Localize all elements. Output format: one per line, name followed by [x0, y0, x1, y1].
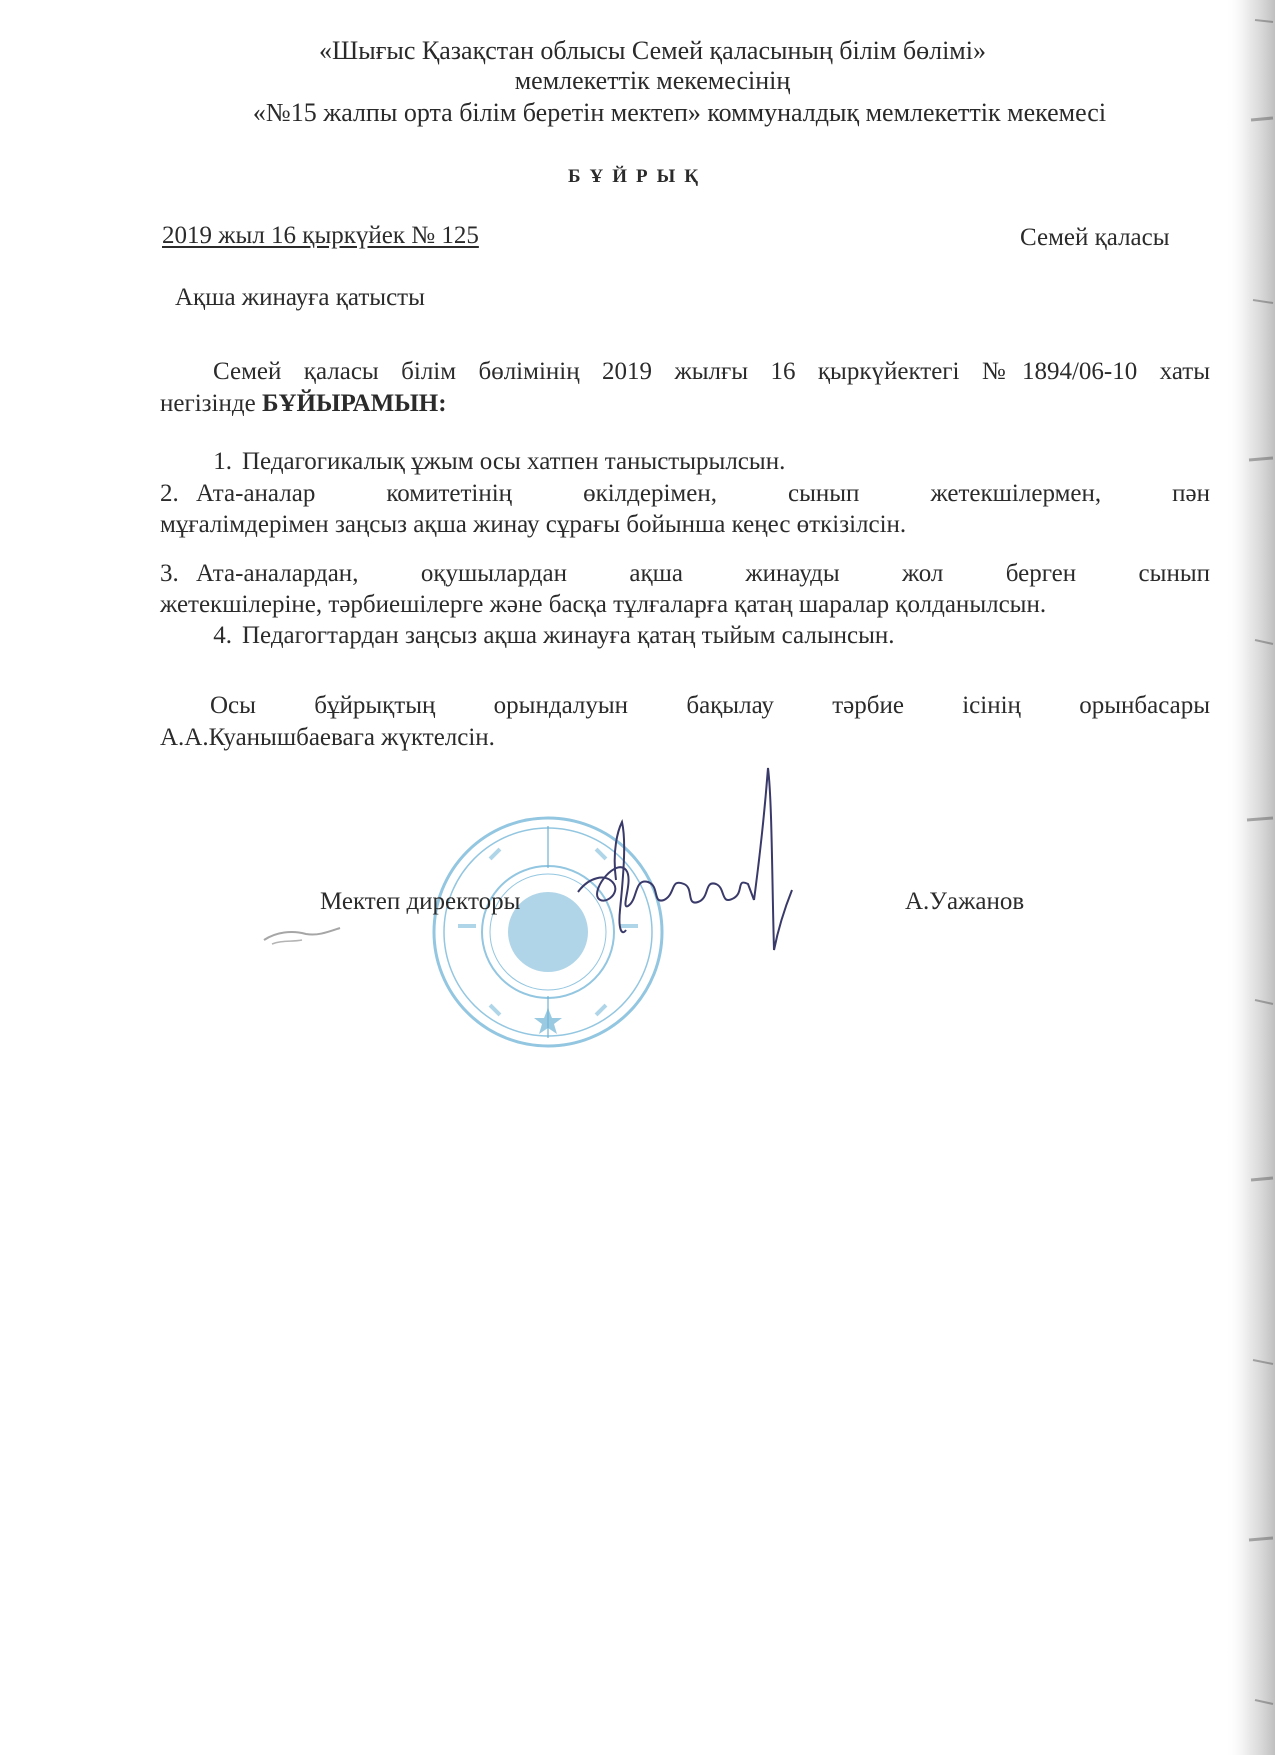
director-signature: [568, 760, 838, 980]
order-item-1: [196, 446, 1210, 477]
order-date-number: [162, 222, 479, 250]
intro-prefix: негізінде: [160, 390, 262, 417]
intro-line-1: Семей қаласы білім бөлімінің 2019 жылғы 16 қыркүйектегі №1894/06-10 хаты: [213, 358, 1210, 385]
header-organization-line-3: «№15 жалпы орта білім беретін мектеп» коммуналдық мемлекеттік мекемесі: [252, 98, 1107, 127]
order-item-3: [160, 558, 1210, 620]
order-date-text: 2019 жыл 16 қыркүйек № 125: [162, 222, 479, 249]
item-text: Педагогикалық ұжым осы хатпен таныстырылсын.: [242, 448, 786, 475]
item-text-line-1: Ата-аналардан, оқушылардан ақша жинауды жол берген сынып: [196, 560, 1210, 587]
order-keyword: БҰЙЫРАМЫН:: [261, 390, 447, 417]
order-subject: Ақша жинауға қатысты: [175, 284, 425, 311]
item-number: 3.: [160, 560, 179, 587]
intro-paragraph: [160, 356, 1210, 420]
header-organization-line-1: «Шығыс Қазақстан облысы Семей қаласының білім бөлімі»: [319, 36, 986, 65]
item-number: 1.: [213, 448, 232, 475]
director-name: А.Уажанов: [905, 888, 1025, 915]
item-number: 2.: [160, 480, 179, 507]
order-item-2: [160, 478, 1210, 540]
control-line-2: А.А.Куанышбаевага жүктелсін.: [160, 724, 495, 751]
control-line-1: Осы бұйрықтың орындалуын бақылау тәрбие ісінің орынбасары: [210, 692, 1210, 719]
scan-smudge: [262, 922, 342, 948]
scan-edge-shadow: [1225, 0, 1275, 1755]
header-organization-line-2: мемлекеттік мекемесінің: [514, 66, 791, 95]
order-item-4: [196, 620, 1210, 651]
item-text: Педагогтардан заңсыз ақша жинауға қатаң тыйым салынсын.: [242, 622, 895, 649]
item-text-line-1: Ата-аналар комитетінің өкілдерімен, сынып жетекшілермен, пән: [196, 480, 1210, 507]
item-text-line-2: мұғалімдерімен заңсыз ақша жинау сұрағы бойынша кеңес өткізілсін.: [160, 511, 907, 538]
director-position: Мектеп директоры: [320, 888, 521, 915]
item-text-line-2: жетекшілеріне, тәрбиешілерге және басқа тұлғаларға қатаң шаралар қолданылсын.: [160, 591, 1047, 618]
intro-line-2: [160, 388, 1210, 420]
document-title: БҰЙРЫҚ: [567, 166, 708, 187]
item-number: 4.: [213, 622, 232, 649]
order-city: Семей қаласы: [1020, 224, 1170, 251]
control-paragraph: [160, 690, 1210, 754]
